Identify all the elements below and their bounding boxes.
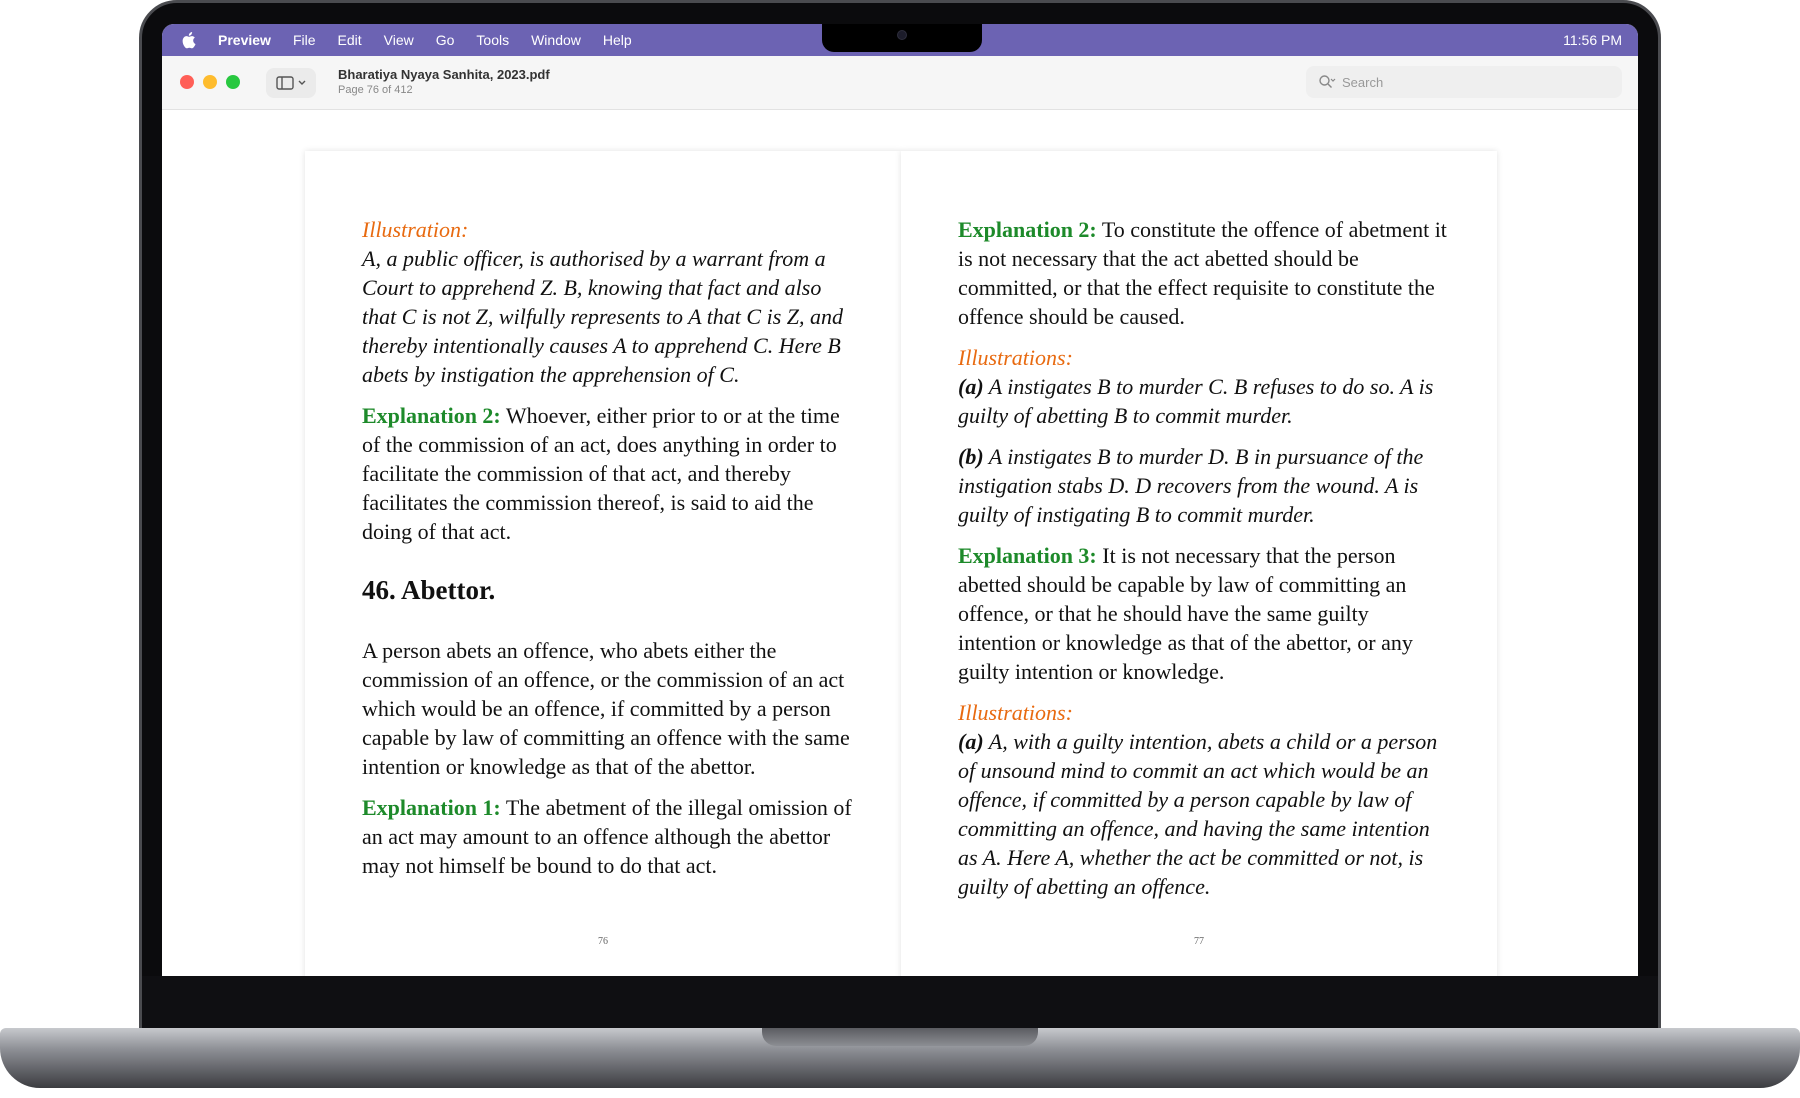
menu-help[interactable]: Help	[602, 32, 632, 48]
explanation-label: Explanation 2:	[362, 403, 501, 428]
sidebar-toggle-icon	[276, 76, 294, 90]
camera-notch	[822, 24, 982, 52]
menu-window[interactable]: Window	[531, 32, 581, 48]
pdf-page-right[interactable]	[901, 151, 1497, 976]
menu-app-preview[interactable]: Preview	[218, 32, 271, 48]
document-view[interactable]	[162, 111, 1638, 976]
page-indicator: Page 76 of 412	[338, 84, 413, 96]
explanation-paragraph	[958, 541, 1448, 686]
explanation-label: Explanation 1:	[362, 795, 501, 820]
page-number: 76	[598, 936, 608, 947]
illustration-item	[958, 442, 1448, 529]
illustration-marker: (b)	[958, 444, 984, 469]
menu-tools[interactable]: Tools	[476, 32, 510, 48]
illustration-item	[958, 727, 1448, 901]
document-title: Bharatiya Nyaya Sanhita, 2023.pdf	[338, 67, 550, 82]
section-heading: 46. Abettor.	[362, 575, 496, 605]
explanation-paragraph	[958, 215, 1448, 331]
illustration-text: A, with a guilty intention, abets a child or a person of unsound mind to commit an act which would be an offence, if committed by a person capable by law of committing an offence, and having the same intention as A. Here A, whether the act be committed or not, is guilty of abetting an offence.	[958, 729, 1438, 899]
explanation-text: It is not necessary that the person abetted should be capable by law of committing an offence, or that he should have the same guilty intention or knowledge as that of the abettor, or any guilty intention or knowledge.	[958, 543, 1413, 684]
page-content	[958, 215, 1448, 913]
explanation-text: To constitute the offence of abetment it is not necessary that the act abetted should be committed, or that the effect requisite to constitute the offence should be caused.	[958, 217, 1447, 329]
screen-bezel	[142, 976, 1658, 1028]
explanation-label: Explanation 2:	[958, 217, 1097, 242]
menu-view[interactable]: View	[383, 32, 414, 48]
illustration-item	[958, 372, 1448, 430]
search-icon	[1318, 74, 1336, 90]
search-field[interactable]	[1306, 66, 1622, 98]
sidebar-toggle-button[interactable]	[266, 68, 316, 98]
illustration-text: A instigates B to murder D. B in pursuance of the instigation stabs D. D recovers from the wound. A is guilty of instigating B to commit murder.	[958, 444, 1424, 527]
section-text: A person abets an offence, who abets either the commission of an offence, or the commission of an act which would be an offence, if committed by a person capable by law of committing an offence with the same intention or knowledge as that of the abettor.	[362, 638, 850, 779]
menu-go[interactable]: Go	[435, 32, 455, 48]
pdf-page-left[interactable]	[305, 151, 901, 976]
screen	[162, 24, 1638, 976]
close-window-button[interactable]	[180, 75, 194, 89]
laptop-base-notch	[762, 1028, 1038, 1046]
maximize-window-button[interactable]	[226, 75, 240, 89]
explanation-text: Whoever, either prior to or at the time of the commission of an act, does anything in order to facilitate the commission of that act, and thereby facilitates the commission thereof, is said to aid the doing of that act.	[362, 403, 840, 544]
illustration-text: A instigates B to murder C. B refuses to do so. A is guilty of abetting B to commit murder.	[958, 374, 1434, 428]
camera-icon	[897, 30, 907, 40]
menu-edit[interactable]: Edit	[337, 32, 362, 48]
explanation-paragraph	[362, 401, 852, 546]
menu-clock[interactable]: 11:56 PM	[1563, 32, 1622, 48]
illustrations-label: Illustrations:	[958, 700, 1073, 725]
explanation-text: The abetment of the illegal omission of an act may amount to an offence although the abettor may not himself be bound to do that act.	[362, 795, 852, 878]
chevron-down-icon	[298, 80, 306, 86]
illustration-text: A, a public officer, is authorised by a warrant from a Court to apprehend Z. B, knowing that fact and also that C is not Z, wilfully represents to A that C is Z, and thereby intentionally causes A to apprehend C. Here B abets by instigation the apprehension of C.	[362, 246, 844, 387]
window-toolbar	[162, 56, 1638, 110]
page-content	[362, 215, 852, 892]
page-number: 77	[1194, 936, 1204, 947]
minimize-window-button[interactable]	[203, 75, 217, 89]
illustration-marker: (a)	[958, 374, 984, 399]
explanation-paragraph	[362, 793, 852, 880]
illustration-label: Illustration:	[362, 217, 469, 242]
search-placeholder: Search	[1342, 74, 1384, 90]
illustration-marker: (a)	[958, 729, 984, 754]
apple-icon[interactable]	[182, 31, 198, 49]
illustrations-label: Illustrations:	[958, 345, 1073, 370]
explanation-label: Explanation 3:	[958, 543, 1097, 568]
menu-file[interactable]: File	[292, 32, 316, 48]
